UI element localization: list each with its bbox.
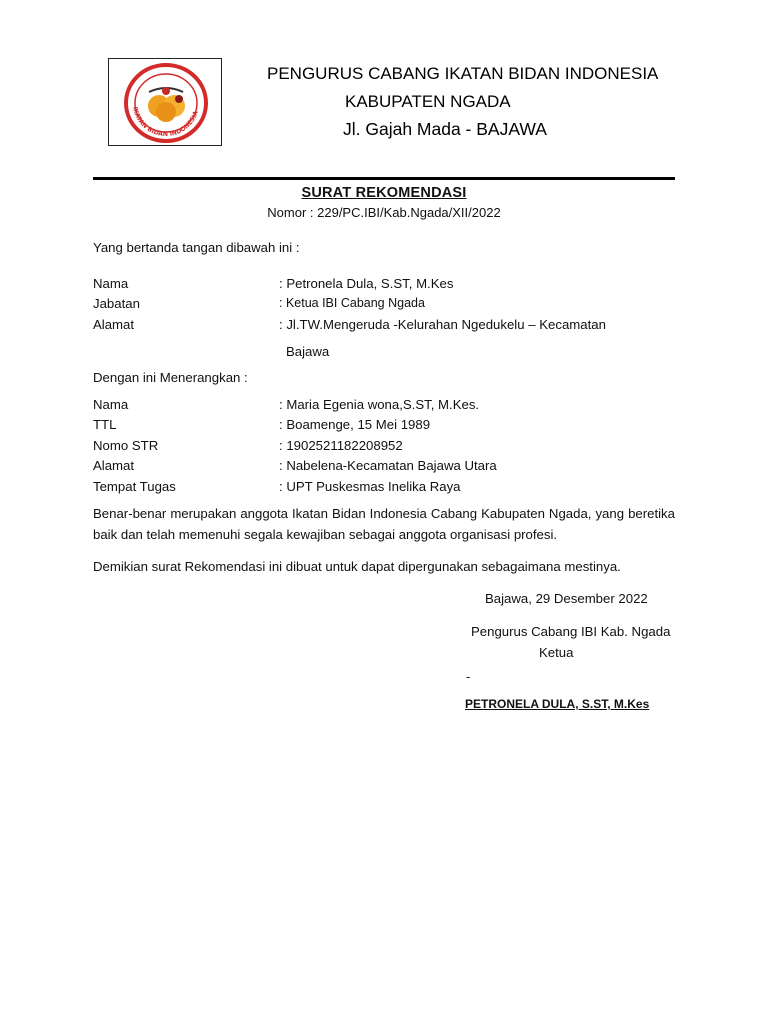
org-regency: KABUPATEN NGADA [345, 92, 511, 111]
subject-str-value: : 1902521182208952 [279, 438, 403, 453]
closing-paragraph: Demikian surat Rekomendasi ini dibuat untuk dapat dipergunakan sebagaimana mestinya. [93, 559, 621, 574]
intro-text: Yang bertanda tangan dibawah ini : [93, 240, 300, 255]
subject-address-label: Alamat [93, 458, 135, 473]
signatory-name-label: Nama [93, 276, 129, 291]
sign-role: Ketua [539, 645, 574, 660]
signatory-address-continued: Bajawa [286, 344, 330, 359]
letter-title: SURAT REKOMENDASI [301, 185, 467, 201]
signatory-position-label: Jabatan [93, 296, 140, 311]
sign-organization: Pengurus Cabang IBI Kab. Ngada [471, 624, 671, 639]
logo-seed [175, 95, 183, 103]
header-divider [93, 177, 675, 180]
org-address: Jl. Gajah Mada - BAJAWA [343, 119, 547, 139]
subject-duty-value: : UPT Puskesmas Inelika Raya [279, 479, 461, 494]
signatory-address-value: : Jl.TW.Mengeruda -Kelurahan Ngedukelu – Kecamatan [279, 317, 606, 332]
subject-address-value: : Nabelena-Kecamatan Bajawa Utara [279, 458, 497, 473]
signatory-address-label: Alamat [93, 317, 135, 332]
body-paragraph: Benar-benar merupakan anggota Ikatan Bidan Indonesia Cabang Kabupaten Ngada, yang beretika baik dan telah memenuhi segala kewajiban sebagai anggota organisasi profesi. [93, 506, 675, 542]
subject-name-value: : Maria Egenia wona,S.ST, M.Kes. [279, 397, 480, 412]
sign-dash: - [466, 669, 471, 684]
subject-name-label: Nama [93, 397, 129, 412]
ibi-logo [108, 58, 222, 146]
signatory-name-value: : Petronela Dula, S.ST, M.Kes [279, 276, 454, 291]
subject-str-label: Nomo STR [93, 438, 159, 453]
logo-knot [162, 87, 170, 95]
letter-number: Nomor : 229/PC.IBI/Kab.Ngada/XII/2022 [267, 205, 501, 220]
subject-duty-label: Tempat Tugas [93, 479, 176, 494]
subject-ttl-value: : Boamenge, 15 Mei 1989 [279, 417, 431, 432]
signer-name: PETRONELA DULA, S.ST, M.Kes [465, 697, 650, 711]
logo-ring-text: IKATAN BIDAN INDONESIA [131, 106, 200, 139]
signatory-position-value: : Ketua IBI Cabang Ngada [279, 296, 425, 310]
subject-ttl-label: TTL [93, 417, 117, 432]
ibi-logo-emblem [119, 62, 213, 144]
declare-text: Dengan ini Menerangkan : [93, 370, 248, 385]
logo-fruit-center [156, 102, 176, 122]
org-name: PENGURUS CABANG IKATAN BIDAN INDONESIA [267, 64, 659, 83]
sign-place-date: Bajawa, 29 Desember 2022 [485, 591, 648, 606]
